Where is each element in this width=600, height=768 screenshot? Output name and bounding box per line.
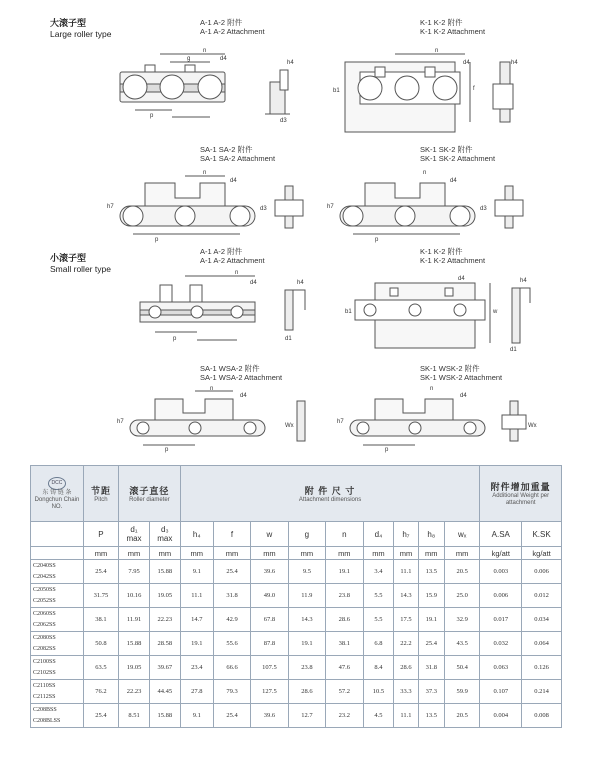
cell-w: 39.6 (251, 704, 288, 728)
sym-asa: A.SA (480, 522, 522, 547)
fig2-label-h4: h4 (511, 60, 518, 66)
cell-wx: 43.5 (445, 632, 480, 656)
cell-d4: 8.4 (363, 656, 394, 680)
cell-n: 47.6 (326, 656, 363, 680)
fig1-label-d4: d4 (220, 56, 227, 62)
fig5-label-p: p (173, 336, 177, 342)
attach-cn: 附 件 尺 寸 (304, 485, 356, 496)
cell-asa: 0.017 (480, 608, 522, 632)
roller-cn: 滚子直径 (129, 485, 170, 496)
fig6-label-h4: h4 (520, 278, 527, 284)
fig2-label-d4: d4 (463, 60, 470, 66)
cell-f: 25.4 (213, 704, 250, 728)
fig3-label-h7: h7 (107, 204, 114, 210)
table-row (31, 680, 562, 704)
cell-wx: 25.0 (445, 584, 480, 608)
model-name: C2062SS (33, 621, 56, 628)
fig7-caption-cn: SA-1 WSA-2 附件 (200, 364, 260, 373)
fig3-label-d3: d3 (260, 206, 267, 212)
cell-g: 12.7 (288, 704, 325, 728)
sym-n: n (326, 522, 363, 547)
fig1-caption-en: A-1 A-2 Attachment (200, 27, 265, 36)
model-name: C2060SS (33, 610, 56, 617)
fig1-label-d3: d3 (280, 118, 287, 124)
cell-d4: 5.5 (363, 584, 394, 608)
fig8-label-n: n (430, 386, 434, 392)
model-name: C2100SS (33, 658, 56, 665)
cell-d3: 28.58 (149, 632, 180, 656)
cell-p: 63.5 (83, 656, 118, 680)
sym-d3 (149, 522, 180, 547)
cell-d1: 22.23 (119, 680, 150, 704)
fig1-label-h4: h4 (287, 60, 294, 66)
unit-d1: mm (119, 547, 150, 560)
cell-d1: 7.95 (119, 560, 150, 584)
cell-h8: 31.8 (418, 656, 444, 680)
cell-w: 127.5 (251, 680, 288, 704)
table-row (31, 608, 562, 632)
cell-n: 23.2 (326, 704, 363, 728)
dcc-logo-icon: DCC (48, 477, 66, 490)
fig5-caption-en: A-1 A-2 Attachment (200, 256, 265, 265)
cell-p: 38.1 (83, 608, 118, 632)
cell-g: 19.1 (288, 632, 325, 656)
unit-f: mm (213, 547, 250, 560)
cell-d4: 4.5 (363, 704, 394, 728)
weight-cn: 附件增加重量 (490, 482, 551, 492)
brand-en: Dongchun Chain NO. (34, 496, 80, 510)
sym-d3-sub: max (157, 534, 173, 543)
spec-table (30, 465, 562, 728)
fig3-caption-cn: SA-1 SA-2 附件 (200, 145, 253, 154)
cell-p: 31.75 (83, 584, 118, 608)
cell-f: 66.6 (213, 656, 250, 680)
model-name: C2050SS (33, 586, 56, 593)
fig5-label-d1: d1 (285, 336, 292, 342)
model-cell (31, 584, 84, 608)
cell-d4: 6.8 (363, 632, 394, 656)
model-cell (31, 704, 84, 728)
fig4-label-d3: d3 (480, 206, 487, 212)
table-row (31, 656, 562, 680)
fig6-caption-en: K-1 K-2 Attachment (420, 256, 486, 265)
fig1-caption-cn: A-1 A-2 附件 (200, 18, 243, 27)
roller-header (119, 466, 181, 522)
cell-w: 67.8 (251, 608, 288, 632)
cell-n: 28.6 (326, 608, 363, 632)
cell-n: 38.1 (326, 632, 363, 656)
cell-ksk: 0.008 (522, 704, 562, 728)
fig8-label-h7: h7 (337, 419, 344, 425)
unit-p: mm (83, 547, 118, 560)
fig1-caption (200, 18, 265, 36)
cell-h4: 9.1 (180, 704, 213, 728)
cell-d4: 10.5 (363, 680, 394, 704)
cell-d3: 39.67 (149, 656, 180, 680)
unit-g: mm (288, 547, 325, 560)
sym-d1-sub: max (126, 534, 142, 543)
fig7-caption-en: SA-1 WSA-2 Attachment (200, 373, 283, 382)
fig3-caption (200, 145, 275, 163)
cell-d4: 3.4 (363, 560, 394, 584)
fig7-caption (200, 364, 282, 382)
model-name: C2040SS (33, 562, 56, 569)
small-roller-title (50, 253, 111, 275)
cell-n: 23.8 (326, 584, 363, 608)
sym-g: g (288, 522, 325, 547)
unit-wx: mm (445, 547, 480, 560)
unit-n: mm (326, 547, 363, 560)
model-cell (31, 680, 84, 704)
cell-g: 28.6 (288, 680, 325, 704)
model-name: C2052SS (33, 597, 56, 604)
cell-f: 42.9 (213, 608, 250, 632)
cell-f: 31.8 (213, 584, 250, 608)
brand-cn: 东 铸 链 条 (42, 489, 72, 496)
cell-wx: 50.4 (445, 656, 480, 680)
sym-h7: h₇ (394, 522, 418, 547)
fig3-label-p: p (155, 237, 159, 243)
cell-g: 14.3 (288, 608, 325, 632)
unit-ksk: kg/att (522, 547, 562, 560)
cell-wx: 20.5 (445, 560, 480, 584)
fig2-label-n: n (435, 48, 439, 54)
fig4-label-n: n (423, 170, 427, 176)
cell-h8: 25.4 (418, 632, 444, 656)
fig8-label-d4: d4 (460, 393, 467, 399)
sym-ksk: K.SK (522, 522, 562, 547)
cell-h4: 19.1 (180, 632, 213, 656)
cell-wx: 32.9 (445, 608, 480, 632)
cell-d3: 15.88 (149, 560, 180, 584)
cell-ksk: 0.064 (522, 632, 562, 656)
fig7-label-h7: h7 (117, 419, 124, 425)
cell-f: 55.6 (213, 632, 250, 656)
fig6-caption-cn: K-1 K-2 附件 (420, 247, 463, 256)
cell-asa: 0.032 (480, 632, 522, 656)
cell-d3: 22.23 (149, 608, 180, 632)
cell-d3: 19.05 (149, 584, 180, 608)
fig6-label-b1: b1 (345, 309, 352, 315)
cell-p: 50.8 (83, 632, 118, 656)
model-name: C2112SS (33, 693, 56, 700)
fig4-caption-en: SK-1 SK-2 Attachment (420, 154, 496, 163)
cell-h4: 9.1 (180, 560, 213, 584)
fig5-label-d4: d4 (250, 280, 257, 286)
sym-h4: h₄ (180, 522, 213, 547)
fig3-caption-en: SA-1 SA-2 Attachment (200, 154, 276, 163)
sym-d1-label: d₁ (130, 525, 138, 534)
cell-h4: 11.1 (180, 584, 213, 608)
cell-ksk: 0.126 (522, 656, 562, 680)
cell-ksk: 0.006 (522, 560, 562, 584)
cell-p: 25.4 (83, 560, 118, 584)
model-name: C2082SS (33, 645, 56, 652)
fig4-drawing (327, 168, 535, 243)
fig6-label-w: w (493, 309, 498, 315)
fig1-label-n: n (203, 48, 207, 54)
fig2-caption-cn: K-1 K-2 附件 (420, 18, 463, 27)
fig5-caption-cn: A-1 A-2 附件 (200, 247, 243, 256)
fig6-drawing (345, 268, 535, 353)
sym-wx: wₓ (445, 522, 480, 547)
large-roller-title-cn: 大滚子型 (50, 18, 87, 28)
unit-h4: mm (180, 547, 213, 560)
sym-h8: h₈ (418, 522, 444, 547)
cell-h7: 28.6 (394, 656, 418, 680)
table-row (31, 584, 562, 608)
sym-w: w (251, 522, 288, 547)
model-name: C208BSS (33, 706, 57, 713)
large-roller-title-en: Large roller type (50, 29, 112, 39)
cell-n: 19.1 (326, 560, 363, 584)
fig6-label-d4: d4 (458, 276, 465, 282)
roller-en: Roller diameter (129, 496, 170, 503)
cell-d3: 15.88 (149, 704, 180, 728)
model-cell (31, 632, 84, 656)
cell-ksk: 0.012 (522, 584, 562, 608)
fig4-label-p: p (375, 237, 379, 243)
fig3-label-d4: d4 (230, 178, 237, 184)
cell-asa: 0.006 (480, 584, 522, 608)
fig4-label-h7: h7 (327, 204, 334, 210)
large-roller-title (50, 18, 111, 40)
cell-h7: 14.3 (394, 584, 418, 608)
fig2-label-b1: b1 (333, 88, 340, 94)
cell-d1: 11.91 (119, 608, 150, 632)
cell-h4: 14.7 (180, 608, 213, 632)
fig2-drawing (335, 42, 535, 137)
fig1-drawing (115, 42, 305, 132)
fig4-caption-cn: SK-1 SK-2 附件 (420, 145, 473, 154)
cell-h8: 13.5 (418, 704, 444, 728)
cell-w: 49.0 (251, 584, 288, 608)
cell-ksk: 0.214 (522, 680, 562, 704)
attach-header (180, 466, 480, 522)
fig1-label-p: p (150, 113, 154, 119)
brand-header (31, 466, 84, 522)
cell-f: 79.3 (213, 680, 250, 704)
fig1-label-g: g (187, 56, 191, 62)
cell-d1: 10.16 (119, 584, 150, 608)
small-roller-title-en: Small roller type (50, 264, 111, 274)
unit-blank (31, 547, 84, 560)
fig5-caption (200, 247, 265, 265)
fig2-caption-en: K-1 K-2 Attachment (420, 27, 486, 36)
weight-header (480, 466, 562, 522)
fig5-label-h4: h4 (297, 280, 304, 286)
fig8-drawing (337, 386, 537, 453)
fig7-label-wx: Wx (285, 423, 294, 429)
model-name: C2080SS (33, 634, 56, 641)
sym-p: P (83, 522, 118, 547)
cell-asa: 0.063 (480, 656, 522, 680)
model-name: C208BLSS (33, 717, 61, 724)
unit-h7: mm (394, 547, 418, 560)
cell-wx: 59.9 (445, 680, 480, 704)
unit-asa: kg/att (480, 547, 522, 560)
cell-g: 11.9 (288, 584, 325, 608)
unit-d3: mm (149, 547, 180, 560)
table-row (31, 632, 562, 656)
pitch-cn: 节距 (90, 485, 111, 496)
spec-table-wrap (30, 465, 562, 744)
model-name: C2042SS (33, 573, 56, 580)
cell-w: 107.5 (251, 656, 288, 680)
cell-asa: 0.003 (480, 560, 522, 584)
table-row (31, 704, 562, 728)
fig5-label-n: n (235, 270, 239, 276)
small-roller-title-cn: 小滚子型 (50, 253, 87, 263)
model-cell (31, 560, 84, 584)
attach-en: Attachment dimensions (298, 496, 362, 503)
cell-p: 76.2 (83, 680, 118, 704)
cell-n: 57.2 (326, 680, 363, 704)
sym-d4: d₄ (363, 522, 394, 547)
fig7-label-p: p (165, 447, 169, 453)
model-cell (31, 656, 84, 680)
cell-d1: 15.88 (119, 632, 150, 656)
model-name: C2102SS (33, 669, 56, 676)
fig8-caption-cn: SK-1 WSK-2 附件 (420, 364, 480, 373)
cell-w: 87.8 (251, 632, 288, 656)
cell-d4: 5.5 (363, 608, 394, 632)
cell-h4: 27.8 (180, 680, 213, 704)
model-cell (31, 608, 84, 632)
fig7-drawing (117, 386, 315, 453)
fig8-caption-en: SK-1 WSK-2 Attachment (420, 373, 503, 382)
pitch-en: Pitch (94, 496, 108, 503)
sym-blank (31, 522, 84, 547)
cell-d3: 44.45 (149, 680, 180, 704)
fig5-drawing (135, 270, 315, 345)
fig4-caption (420, 145, 495, 163)
fig8-caption (420, 364, 502, 382)
sym-d1 (119, 522, 150, 547)
cell-h7: 33.3 (394, 680, 418, 704)
sym-d3-label: d₃ (160, 525, 169, 534)
cell-d1: 19.05 (119, 656, 150, 680)
table-row (31, 560, 562, 584)
cell-h8: 15.9 (418, 584, 444, 608)
fig4-label-d4: d4 (450, 178, 457, 184)
spec-table-body (31, 560, 562, 728)
fig2-label-f: f (473, 86, 475, 92)
weight-en: Additional Weight per attachment (492, 493, 550, 506)
cell-g: 9.5 (288, 560, 325, 584)
cell-d1: 8.51 (119, 704, 150, 728)
cell-h7: 17.5 (394, 608, 418, 632)
pitch-header (83, 466, 118, 522)
fig3-drawing (107, 168, 315, 243)
cell-asa: 0.107 (480, 680, 522, 704)
cell-h7: 11.1 (394, 560, 418, 584)
unit-h8: mm (418, 547, 444, 560)
cell-wx: 20.5 (445, 704, 480, 728)
cell-h8: 37.3 (418, 680, 444, 704)
cell-h7: 11.1 (394, 704, 418, 728)
fig6-caption (420, 247, 485, 265)
cell-asa: 0.004 (480, 704, 522, 728)
cell-g: 23.8 (288, 656, 325, 680)
cell-h4: 23.4 (180, 656, 213, 680)
sym-f: f (213, 522, 250, 547)
fig8-label-wx: Wx (528, 423, 537, 429)
fig2-caption (420, 18, 485, 36)
cell-p: 25.4 (83, 704, 118, 728)
fig3-label-n: n (203, 170, 207, 176)
unit-w: mm (251, 547, 288, 560)
model-name: C2110SS (33, 682, 56, 689)
cell-f: 25.4 (213, 560, 250, 584)
cell-h7: 22.2 (394, 632, 418, 656)
cell-ksk: 0.034 (522, 608, 562, 632)
fig6-label-d1: d1 (510, 347, 517, 353)
fig7-label-n: n (210, 386, 214, 392)
cell-h8: 19.1 (418, 608, 444, 632)
fig7-label-d4: d4 (240, 393, 247, 399)
fig8-label-p: p (385, 447, 389, 453)
cell-w: 39.6 (251, 560, 288, 584)
unit-d4: mm (363, 547, 394, 560)
cell-h8: 13.5 (418, 560, 444, 584)
